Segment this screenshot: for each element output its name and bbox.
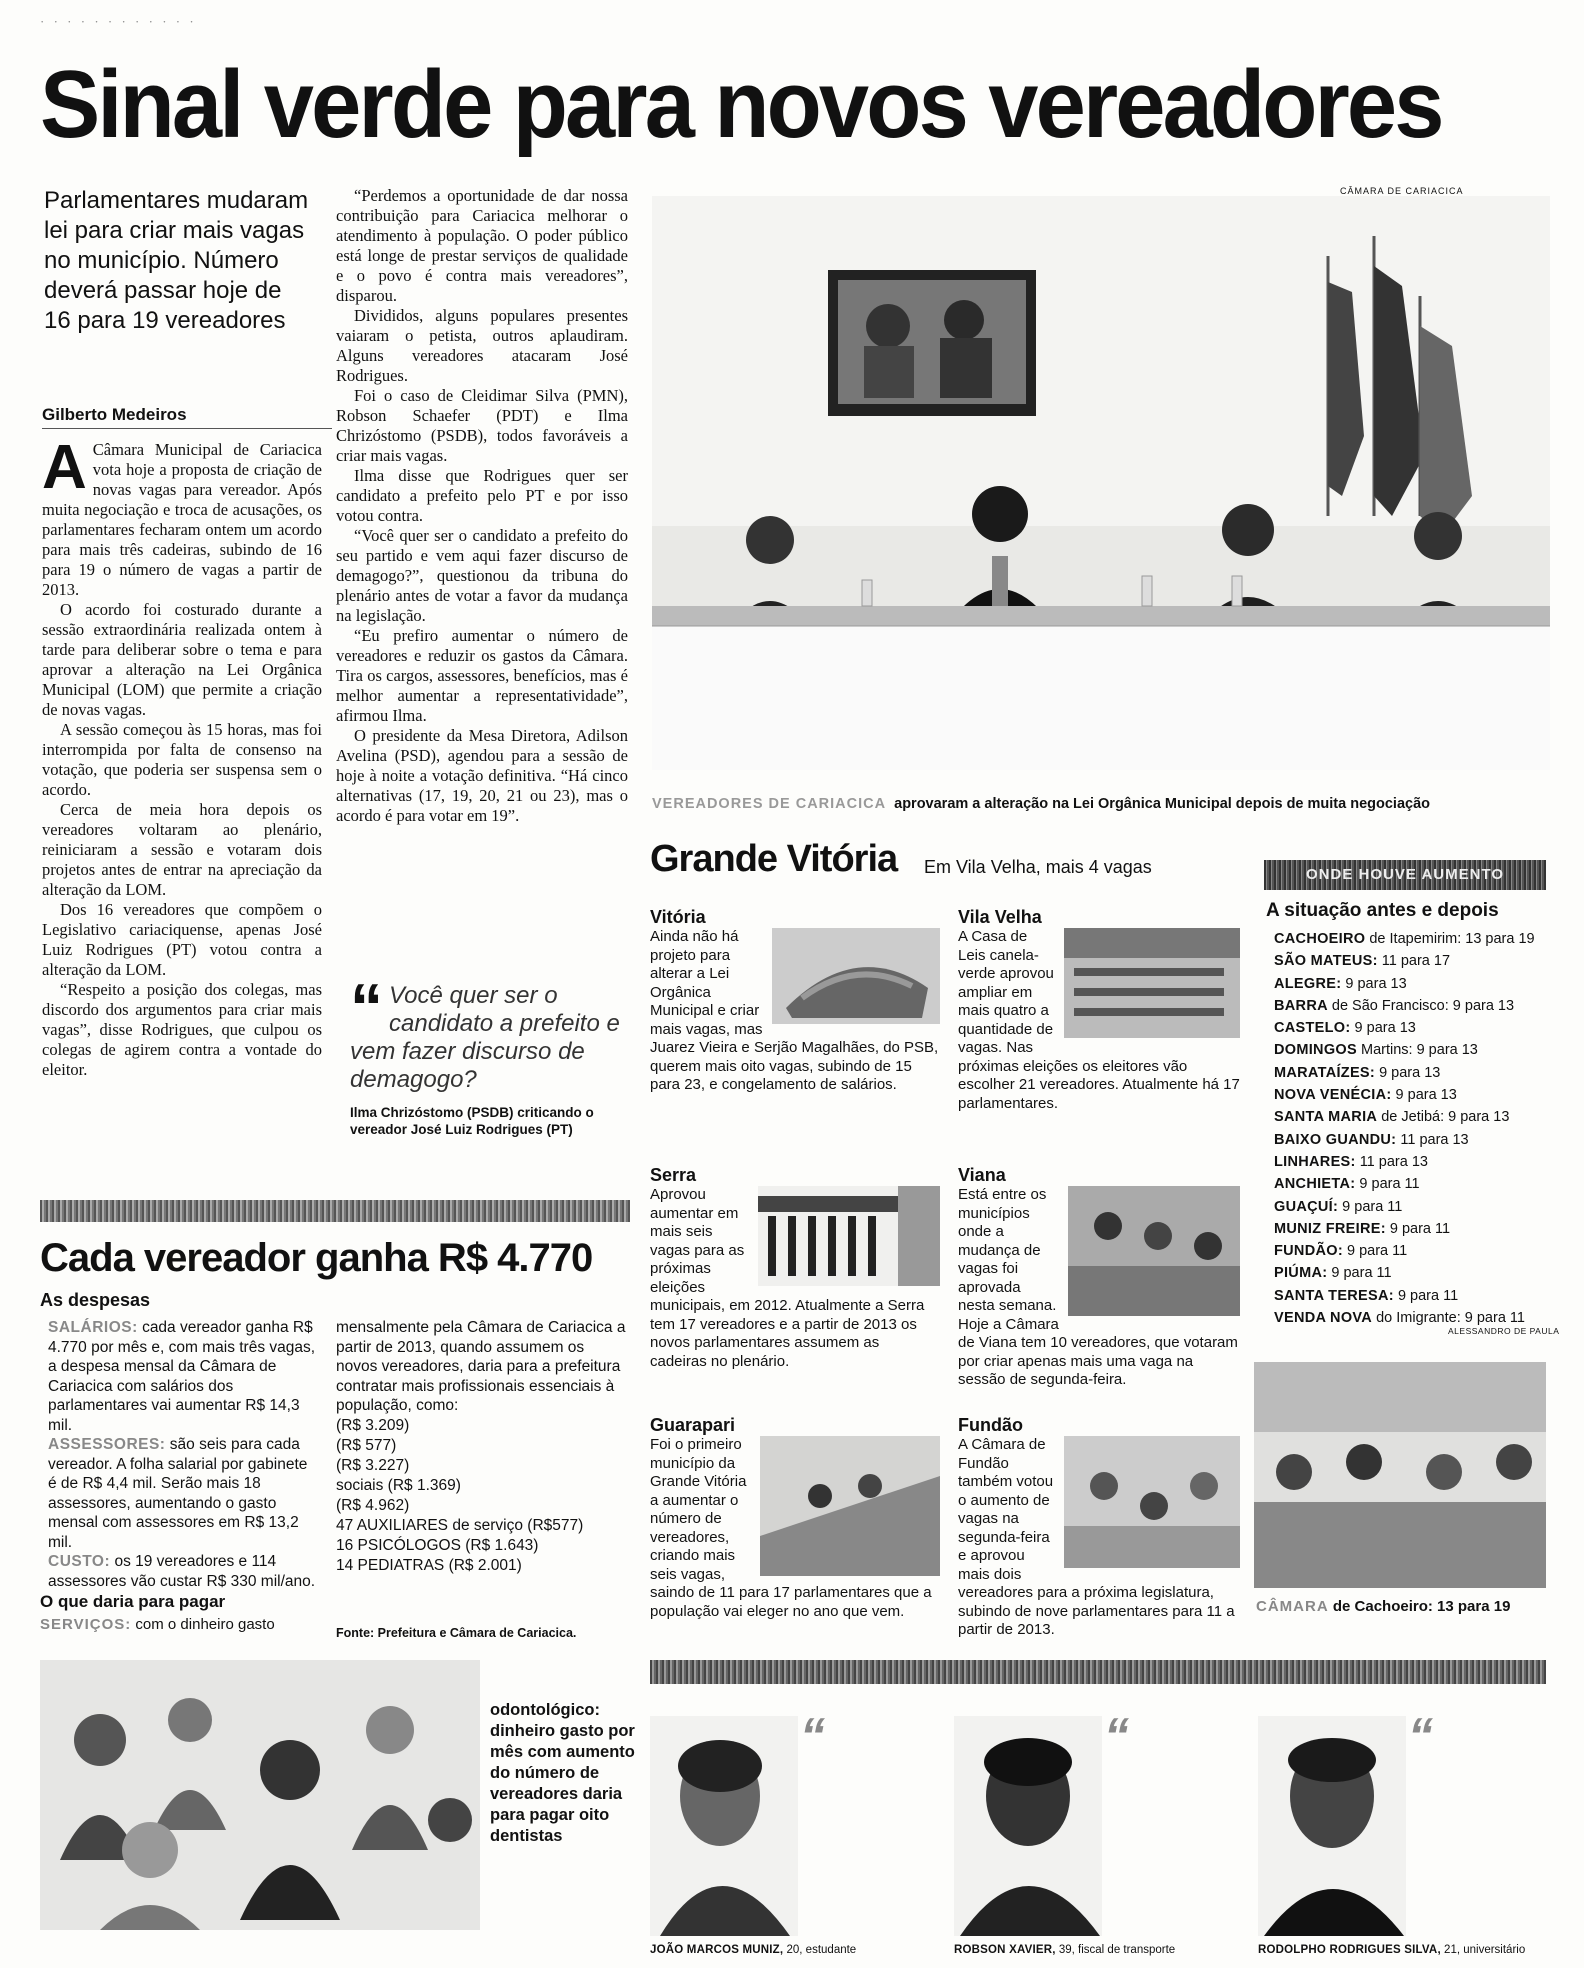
pagar-text: SERVIÇOS: com o dinheiro gasto bbox=[40, 1616, 275, 1633]
chamber-image bbox=[760, 1436, 940, 1576]
list-item: SÃO MATEUS: 11 para 17 bbox=[1274, 953, 1451, 970]
professional-item: 47 AUXILIARES de serviço (R$577) bbox=[336, 1516, 584, 1534]
cachoeiro-photo bbox=[1254, 1362, 1546, 1588]
portrait-image bbox=[1258, 1716, 1406, 1936]
sidebar-band: ONDE HOUVE AUMENTO bbox=[1264, 860, 1546, 890]
city-guarapari bbox=[650, 1414, 940, 1621]
portrait-image bbox=[954, 1716, 1102, 1936]
article-deck: Parlamentares mudaram lei para criar mais vagas no município. Número deverá passar hoje de 16 para 19 vereadores bbox=[44, 187, 309, 334]
city-photo bbox=[1068, 1186, 1240, 1316]
section-title: Cada vereador ganha R$ 4.770 bbox=[40, 1236, 593, 1280]
city-photo bbox=[772, 928, 940, 1024]
city-photo bbox=[1064, 928, 1240, 1038]
city-name: Guarapari bbox=[650, 1415, 736, 1435]
professional-item: (R$ 3.227) bbox=[336, 1456, 410, 1474]
masthead-marks: · · · · · · · · · · · · bbox=[40, 14, 197, 29]
city-name: Serra bbox=[650, 1165, 697, 1185]
article-paragraph: Ilma disse que Rodrigues quer ser candidato a prefeito pelo PT e por isso votou contra. bbox=[336, 466, 628, 525]
despesas-intro: mensalmente pela Câmara de Cariacica a partir de 2013, quando assumem os novos vereadores, daria para a prefeitura contratar mais profissionais essenciais à população, como: bbox=[336, 1319, 626, 1414]
list-item: NOVA VENÉCIA: 9 para 13 bbox=[1274, 1087, 1457, 1104]
list-item: DOMINGOS Martins: 9 para 13 bbox=[1274, 1042, 1478, 1059]
person-card bbox=[650, 1708, 940, 1956]
main-photo-caption bbox=[652, 796, 1552, 812]
source-note: Fonte: Prefeitura e Câmara de Cariacica. bbox=[336, 1626, 577, 1640]
city-viana bbox=[958, 1164, 1240, 1390]
portrait-image bbox=[650, 1716, 798, 1936]
article-paragraph: “Você quer ser o candidato a prefeito do seu partido e vem aqui fazer discurso de demagogo?”, questionou da tribuna do plenário antes de votar a favor da mudança na legislação. bbox=[336, 526, 628, 625]
caption-text: aprovaram a alteração na Lei Orgânica Municipal depois de muita negociação bbox=[894, 796, 1430, 812]
professional-item: (R$ 577) bbox=[336, 1436, 397, 1454]
pull-quote-credit: Ilma Chrizóstomo (PSDB) criticando o vereador José Luiz Rodrigues (PT) bbox=[350, 1105, 594, 1137]
city-photo bbox=[760, 1436, 940, 1576]
quote-mark-icon: “ bbox=[800, 1708, 825, 1764]
professional-item: sociais (R$ 1.369) bbox=[336, 1476, 461, 1494]
quote-mark-icon: “ bbox=[350, 970, 383, 1044]
article-paragraph: Foi o caso de Cleidimar Silva (PMN), Robson Schaefer (PDT) e Ilma Chrizóstomo (PSDB), todos favoráveis a criar mais vagas. bbox=[336, 386, 628, 465]
list-item: MUNIZ FREIRE: 9 para 11 bbox=[1274, 1220, 1451, 1237]
list-item: CACHOEIRO de Itapemirim: 13 para 19 bbox=[1274, 931, 1535, 947]
city-serra bbox=[650, 1164, 940, 1371]
photo-credit: ALESSANDRO DE PAULA bbox=[1448, 1326, 1560, 1336]
quote-mark-icon: “ bbox=[1104, 1708, 1129, 1764]
city-text: Está entre os municípios onde a mudança de vagas foi aprovada nesta semana. Hoje a Câmara de Viana tem 10 vereadores, que votaram por criar apenas mais uma vaga na sessão de segunda-feira. bbox=[958, 1186, 1238, 1388]
page-headline: Sinal verde para novos vereadores bbox=[40, 51, 1442, 158]
building-image bbox=[758, 1186, 940, 1286]
pull-quote-text: Você quer ser o candidato a prefeito e vem fazer discurso de demagogo? bbox=[350, 982, 620, 1093]
article-column-1 bbox=[42, 433, 322, 1080]
chamber-image bbox=[1254, 1362, 1546, 1588]
city-text: Ainda não há projeto para alterar a Lei Orgânica Municipal e criar mais vagas, mas Juarez Vieira e Serjão Magalhães, do PSB, querem mais oito vagas, subindo de 15 para 23, e congelamento de salários. bbox=[650, 928, 939, 1093]
list-item: FUNDÃO: 9 para 11 bbox=[1274, 1243, 1408, 1260]
article-paragraph: A Câmara Municipal de Cariacica vota hoje a proposta de criação de novas vagas para vereador. Após muita negociação e troca de acusações, os parlamentares fecharam ontem um acordo para mais três cadeiras, subindo de 16 para 19 o número de vagas a partir de 2013. bbox=[42, 433, 322, 599]
city-photo bbox=[1064, 1436, 1240, 1568]
article-paragraph: “Eu prefiro aumentar o número de vereadores e reduzir os gastos da Câmara. Tira os cargos, assessores, benefícios, mas é melhor aumentar a representatividade”, afirmou Ilma. bbox=[336, 626, 628, 725]
section-band bbox=[40, 1200, 630, 1222]
person-photo bbox=[954, 1716, 1102, 1936]
city-name: Fundão bbox=[958, 1415, 1023, 1435]
despesa-item: ASSESSORES: são seis para cada vereador. A folha salarial por gabinete é de R$ 4,4 mil. Serão mais 18 assessores, aumentando o gasto mensal com assessores em R$ 13,2 mil. bbox=[48, 1436, 308, 1551]
city-name: Viana bbox=[958, 1165, 1006, 1185]
section-band bbox=[650, 1660, 1546, 1684]
list-item: BAIXO GUANDU: 11 para 13 bbox=[1274, 1131, 1469, 1148]
city-fundao bbox=[958, 1414, 1240, 1640]
list-item: SANTA TERESA: 9 para 11 bbox=[1274, 1287, 1459, 1304]
chamber-image bbox=[1064, 1436, 1240, 1568]
person-quote bbox=[1104, 1708, 1244, 1764]
chamber-image bbox=[1068, 1186, 1240, 1316]
chamber-image bbox=[1064, 928, 1240, 1038]
person-quote bbox=[800, 1708, 940, 1764]
list-item: CASTELO: 9 para 13 bbox=[1274, 1020, 1416, 1037]
despesas-column-right bbox=[336, 1318, 626, 1576]
article-paragraph: O presidente da Mesa Diretora, Adilson Avelina (PSD), agendou para a sessão de hoje à noite a votação definitiva. “Há cinco alternativas (17, 19, 20, 21 ou 23), mas o acordo é para votar em 19”. bbox=[336, 726, 628, 825]
article-paragraph: O acordo foi costurado durante a sessão extraordinária realizada ontem à tarde para deliberar sobre o tema e para aprovar a alteração na Lei Orgânica Municipal (LOM) que permite a criação de novas vagas. bbox=[42, 600, 322, 719]
person-card bbox=[1258, 1708, 1548, 1956]
city-name: Vitória bbox=[650, 907, 706, 927]
building-image bbox=[772, 928, 940, 1024]
quote-mark-icon: “ bbox=[1408, 1708, 1433, 1764]
city-vitoria bbox=[650, 906, 940, 1095]
list-item: LINHARES: 11 para 13 bbox=[1274, 1153, 1428, 1170]
council-session-image bbox=[652, 196, 1550, 770]
city-text: Foi o primeiro município da Grande Vitória a aumentar o número de vereadores, criando mais seis vagas, saindo de 11 para 17 parlamentares que a população vai eleger no ano que vem. bbox=[650, 1436, 932, 1620]
list-item: VENDA NOVA do Imigrante: 9 para 11 bbox=[1274, 1310, 1525, 1327]
despesa-item: SALÁRIOS: cada vereador ganha R$ 4.770 por mês e, com mais três vagas, a despesa mensal da Câmara de Cariacica com salários dos parlamentares vai aumentar R$ 14,3 mil. bbox=[48, 1319, 316, 1434]
list-item: SANTA MARIA de Jetibá: 9 para 13 bbox=[1274, 1109, 1510, 1126]
list-item: BARRA de São Francisco: 9 para 13 bbox=[1274, 997, 1515, 1014]
professional-item: 14 PEDIATRAS (R$ 2.001) bbox=[336, 1556, 522, 1574]
article-paragraph: Dos 16 vereadores que compõem o Legislativo cariaciquense, apenas José Luiz Rodrigues (PT) votou contra a alteração da LOM. bbox=[42, 900, 322, 979]
sidebar-list bbox=[1274, 928, 1554, 1329]
person-caption: RODOLPHO RODRIGUES SILVA, 21, universitário bbox=[1258, 1944, 1526, 1956]
article-byline: Gilberto Medeiros bbox=[42, 405, 332, 429]
city-text: A Casa de Leis canela-verde aprovou ampliar em mais quatro a quantidade de vagas. Nas próximas eleições os eleitores vão escolher 21 vereadores. Atualmente há 17 parlamentares. bbox=[958, 928, 1240, 1112]
article-column-2 bbox=[336, 186, 628, 826]
person-photo bbox=[1258, 1716, 1406, 1936]
city-text: A Câmara de Fundão também votou o aumento de vagas na segunda-feira e aprovou mais dois vereadores para a próxima legislatura, subindo de nove parlamentares para 11 a partir de 2013. bbox=[958, 1436, 1235, 1638]
article-paragraph: “Respeito a posição dos colegas, mas discordo dos argumentos para criar mais vagas”, disse Rodrigues, que culpou os colegas de agirem contra a vontade do eleitor. bbox=[42, 980, 322, 1079]
city-text: Aprovou aumentar em mais seis vagas para as próximas eleições municipais, em 2012. Atualmente a Serra tem 17 vereadores e a partir de 2013 os novos parlamentares assumem as cadeiras no plenário. bbox=[650, 1186, 925, 1370]
article-paragraph: A sessão começou às 15 horas, mas foi interrompida por falta de consenso na votação, que poderia ser suspensa sem o acordo. bbox=[42, 720, 322, 799]
section-title: Grande Vitória bbox=[650, 838, 898, 880]
list-item: ANCHIETA: 9 para 11 bbox=[1274, 1176, 1420, 1193]
list-item: MARATAÍZES: 9 para 13 bbox=[1274, 1064, 1441, 1081]
person-caption: JOÃO MARCOS MUNIZ, 20, estudante bbox=[650, 1944, 857, 1956]
person-caption: ROBSON XAVIER, 39, fiscal de transporte bbox=[954, 1944, 1176, 1956]
cachoeiro-caption: CÂMARA de Cachoeiro: 13 para 19 bbox=[1256, 1598, 1511, 1615]
city-vila-velha bbox=[958, 906, 1240, 1113]
list-item: GUAÇUÍ: 9 para 11 bbox=[1274, 1198, 1403, 1215]
city-name: Vila Velha bbox=[958, 907, 1042, 927]
photo-credit: CÂMARA DE CARIACICA bbox=[1340, 186, 1464, 196]
sidebar-title: A situação antes e depois bbox=[1266, 900, 1499, 921]
article-paragraph: Divididos, alguns populares presentes vaiaram o petista, outros aplaudiram. Alguns vereadores atacaram José Rodrigues. bbox=[336, 306, 628, 385]
professional-item: 16 PSICÓLOGOS (R$ 1.643) bbox=[336, 1536, 539, 1554]
dentists-photo bbox=[40, 1660, 480, 1930]
people-crowd-image bbox=[40, 1660, 480, 1930]
despesa-item: CUSTO: os 19 vereadores e 114 assessores vão custar R$ 330 mil/ano. bbox=[48, 1553, 316, 1590]
city-photo bbox=[758, 1186, 940, 1286]
article-paragraph: “Perdemos a oportunidade de dar nossa contribuição para Cariacica melhorar o atendimento à população. O poder público está longe de prestar serviços de qualidade e o povo é contra mais vereadores”, disparou. bbox=[336, 186, 628, 305]
list-item: PIÚMA: 9 para 11 bbox=[1274, 1265, 1392, 1282]
section-subtitle: Em Vila Velha, mais 4 vagas bbox=[924, 857, 1152, 877]
person-photo bbox=[650, 1716, 798, 1936]
drop-cap: A bbox=[42, 433, 87, 502]
article-paragraph: Cerca de meia hora depois os vereadores voltaram ao plenário, reiniciaram a sessão e votaram dois projetos antes de entrar na apreciação da alteração da LOM. bbox=[42, 800, 322, 899]
despesas-column-left bbox=[48, 1318, 320, 1591]
pagar-title: O que daria para pagar bbox=[40, 1592, 226, 1611]
section-subtitle: As despesas bbox=[40, 1290, 151, 1310]
pull-quote bbox=[350, 970, 620, 1138]
person-card bbox=[954, 1708, 1244, 1956]
professional-item: (R$ 3.209) bbox=[336, 1416, 410, 1434]
professional-item: (R$ 4.962) bbox=[336, 1496, 410, 1514]
dentists-caption: odontológico: dinheiro gasto por mês com aumento do número de vereadores daria para pagar oito dentistas bbox=[490, 1701, 635, 1845]
caption-lead: VEREADORES DE CARIACICA bbox=[652, 796, 887, 812]
person-quote bbox=[1408, 1708, 1548, 1764]
main-photo bbox=[652, 196, 1550, 770]
list-item: ALEGRE: 9 para 13 bbox=[1274, 975, 1407, 992]
